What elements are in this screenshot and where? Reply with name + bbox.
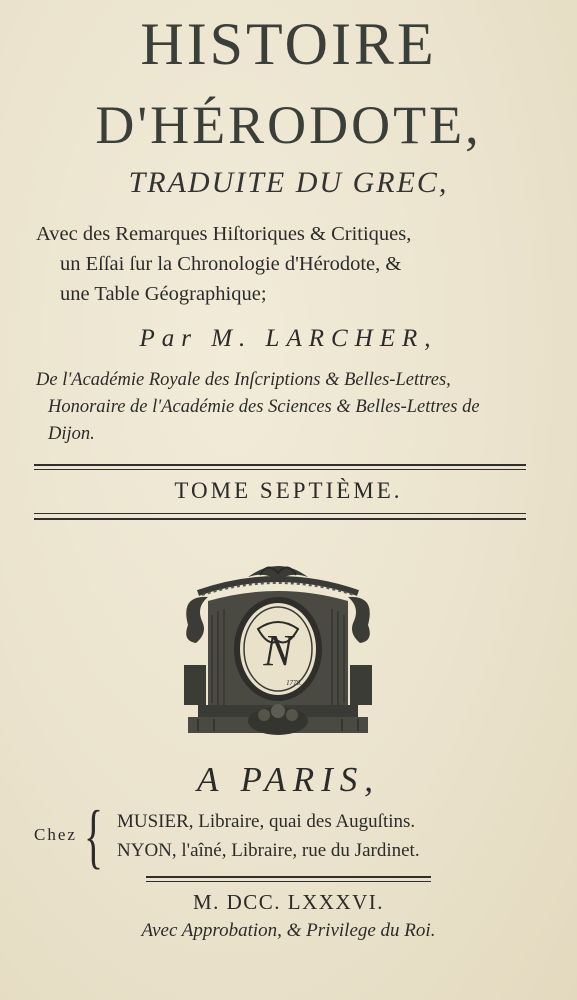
contents-line-1: Avec des Remarques Hiſtoriques & Critiques, — [36, 223, 412, 245]
publication-year: M. DCC. LXXXVI. — [192, 890, 385, 914]
author-affiliation-3: Dijon. — [48, 424, 95, 444]
approbation-line: Avec Approbation, & Privilege du Roi. — [141, 920, 436, 941]
imprint-rule-thin — [146, 881, 431, 882]
ornamental-cartouche-monogram-icon — [178, 555, 378, 745]
vignette-date: 1778. — [286, 679, 302, 687]
divider-rule-bottom-thin — [34, 513, 526, 514]
publisher-2: NYON, l'aîné, Libraire, rue du Jardinet. — [117, 840, 420, 861]
divider-rule-top-thin — [34, 469, 526, 470]
imprint-chez: Chez — [34, 825, 77, 844]
author-byline: Par M. LARCHER, — [139, 325, 438, 352]
contents-line-3: une Table Géographique; — [60, 283, 267, 305]
imprint-rule — [146, 876, 431, 878]
publisher-1: MUSIER, Libraire, quai des Auguſtins. — [117, 811, 416, 832]
contents-line-2: un Eſſai ſur la Chronologie d'Hérodote, & — [60, 253, 402, 275]
brace-icon: { — [84, 796, 104, 876]
imprint-place: A PARIS, — [196, 760, 381, 799]
divider-rule-bottom — [34, 518, 526, 520]
volume-label: TOME SEPTIÈME. — [174, 478, 403, 503]
author-affiliation-2: Honoraire de l'Académie des Sciences & Belles-Lettres de — [48, 397, 480, 417]
subtitle-translated: TRADUITE DU GREC, — [128, 166, 449, 199]
svg-text:N: N — [263, 626, 293, 675]
title-line-2: D'HÉRODOTE, — [95, 95, 482, 155]
author-affiliation-1: De l'Académie Royale des Inſcriptions & Belles-Lettres, — [36, 370, 451, 390]
divider-rule-top — [34, 464, 526, 466]
title-line-1: HISTOIRE — [140, 11, 437, 77]
